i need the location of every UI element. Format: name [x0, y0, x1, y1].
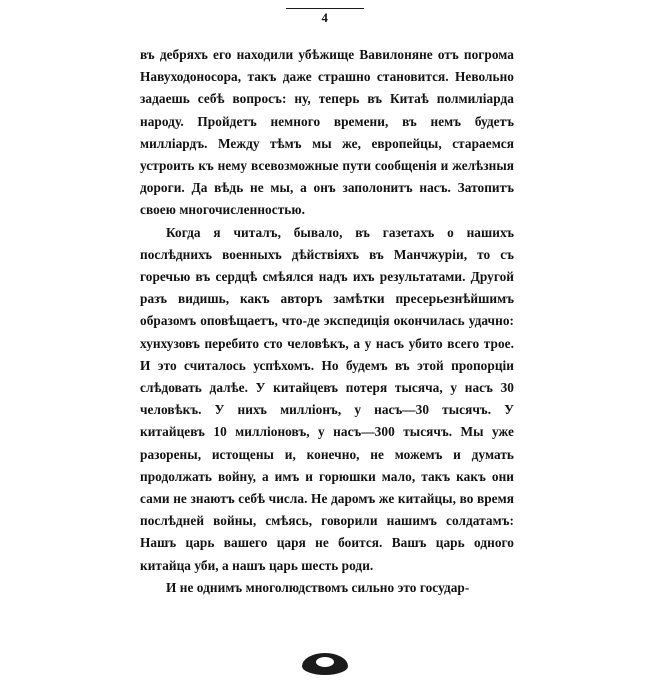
page-body: [140, 44, 514, 599]
paragraph: Когда я читалъ, бывало, въ газетахъ о нашихъ послѣднихъ военныхъ дѣйствіяхъ въ Манчжуріи, то съ горечью въ сердцѣ смѣялся надъ ихъ результатами. Другой разъ видишь, какъ авторъ замѣтки пресерьезнѣйшимъ образомъ оповѣщаетъ, что-де экспедиція окончилась удачно: хунхузовъ перебито сто человѣкъ, а у насъ убито всего трое. И это считалось успѣхомъ. Но будемъ въ этой пропорціи слѣдовать далѣе. У китайцевъ потеря тысяча, у насъ 30 человѣкъ. У нихъ милліонъ, у насъ—30 тысячъ. У китайцевъ 10 милліоновъ, у насъ—300 тысячъ. Мы уже разорены, истощены и, конечно, не можемъ и думать продолжать войну, а имъ и горюшки мало, такъ какъ они сами не знаютъ себѣ числа. Не даромъ же китайцы, во время послѣдней войны, смѣясь, говорили нашимъ солдатамъ: Нашъ царь вашего царя не боится. Вашъ царь одного китайца уби, а нашъ царь шесть роди.: [140, 224, 514, 573]
page-number: 4: [321, 11, 329, 25]
header-rule: [286, 8, 364, 9]
page-header: [0, 8, 650, 26]
paragraph: И не однимъ многолюдствомъ сильно это государ-: [166, 579, 470, 595]
footer-ornament: [0, 653, 650, 680]
paragraph: въ дебряхъ его находили убѣжище Вавилоняне отъ погрома Навуходоносора, такъ даже страшно становится. Невольно задаешь себѣ вопросъ: ну, теперь въ Китаѣ полмиліарда народу. Пройдетъ немного времени, въ немъ будетъ милліардъ. Между тѣмъ мы же, европейцы, стараемся устроить къ нему всевозможные пути сообщенія и желѣзныя дороги. Да вѣдь не мы, а онъ заполонитъ насъ. Затопитъ своею многочисленностью.: [140, 47, 514, 218]
oval-ornament-icon: [302, 653, 348, 675]
